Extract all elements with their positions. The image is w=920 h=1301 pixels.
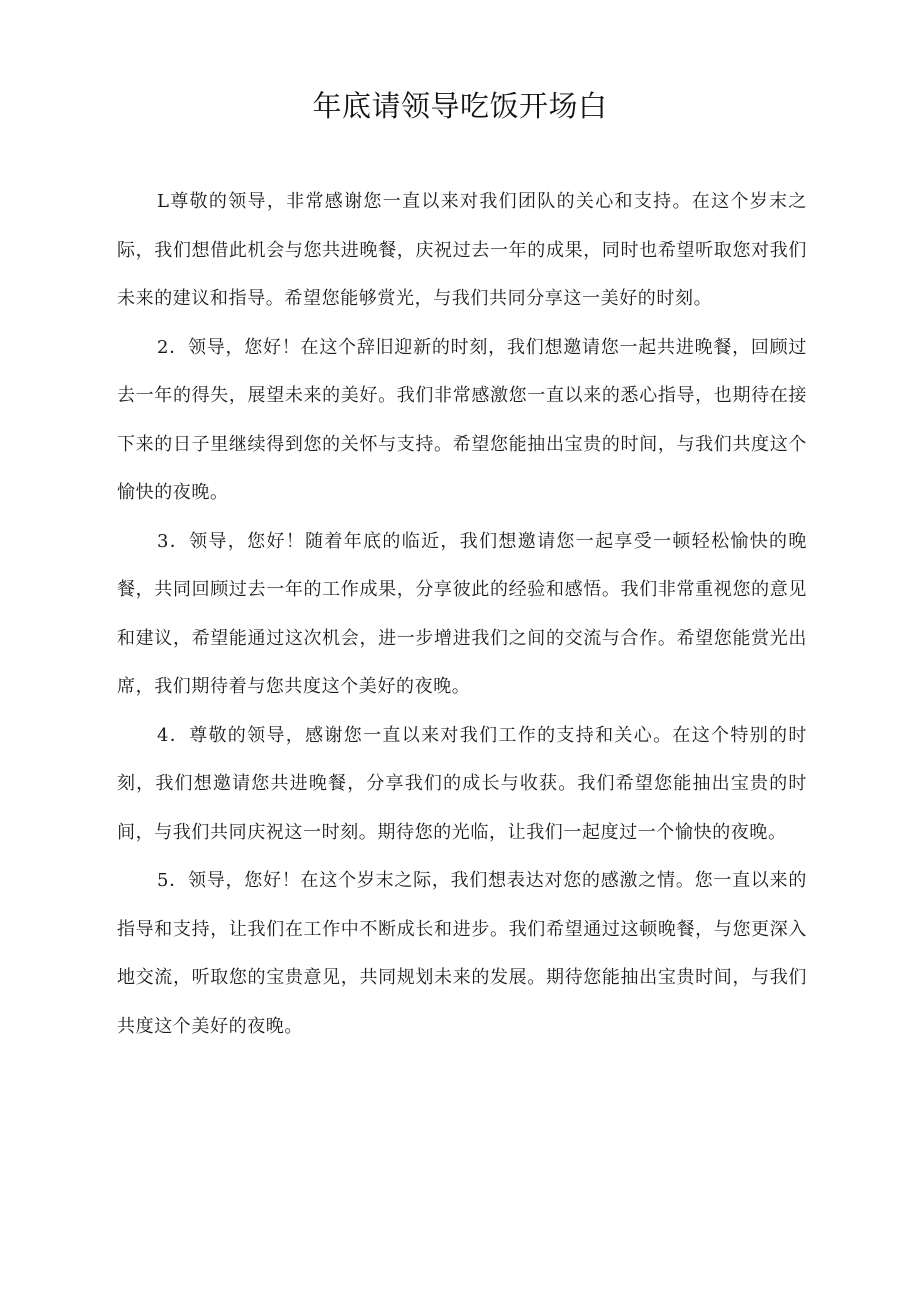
paragraph-1: L尊敬的领导，非常感谢您一直以来对我们团队的关心和支持。在这个岁末之际，我们想借此机会与您共进晚餐，庆祝过去一年的成果，同时也希望听取您对我们未来的建议和指导。希望您能够赏光，与我们共同分享这一美好的时刻。 [117, 191, 807, 309]
paragraph-4: 4．尊敬的领导，感谢您一直以来对我们工作的支持和关心。在这个特别的时刻，我们想邀请您共进晚餐，分享我们的成长与收获。我们希望您能抽出宝贵的时间，与我们共同庆祝这一时刻。期待您的光临，让我们一起度过一个愉快的夜晚。 [117, 724, 807, 843]
paragraph-3: 3．领导，您好！随着年底的临近，我们想邀请您一起享受一顿轻松愉快的晚餐，共同回顾过去一年的工作成果，分享彼此的经验和感悟。我们非常重视您的意见和建议，希望能通过这次机会，进一步增进我们之间的交流与合作。希望您能赏光出席，我们期待着与您共度这个美好的夜晚。 [117, 530, 807, 697]
document-body [117, 178, 807, 1051]
document-title: 年底请领导吃饭开场白 [312, 89, 608, 123]
paragraph-5: 5．领导，您好！在这个岁末之际，我们想表达对您的感激之情。您一直以来的指导和支持，让我们在工作中不断成长和进步。我们希望通过这顿晚餐，与您更深入地交流，听取您的宝贵意见，共同规划未来的发展。期待您能抽出宝贵时间，与我们共度这个美好的夜晚。 [117, 870, 807, 1037]
paragraph-2: 2．领导，您好！在这个辞旧迎新的时刻，我们想邀请您一起共进晚餐，回顾过去一年的得失，展望未来的美好。我们非常感激您一直以来的悉心指导，也期待在接下来的日子里继续得到您的关怀与支持。希望您能抽出宝贵的时间，与我们共度这个愉快的夜晚。 [117, 336, 807, 503]
